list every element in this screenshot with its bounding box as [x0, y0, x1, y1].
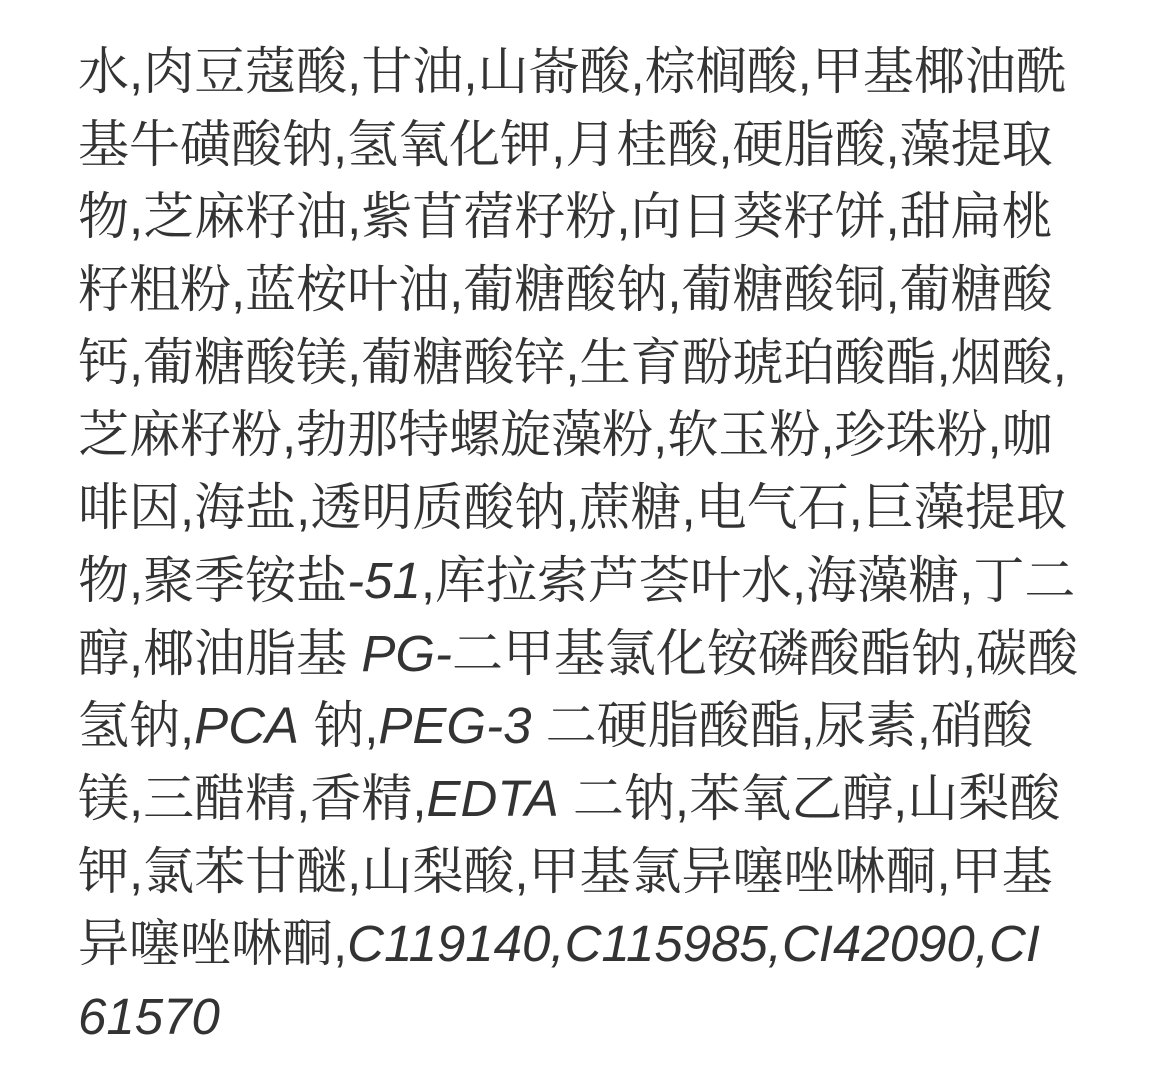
ingredient-line-2 [78, 109, 1170, 182]
ingredient-line-10 [78, 690, 1170, 763]
ingredient-line-13 [78, 908, 1170, 981]
ingredient-code: 61570 [78, 987, 220, 1045]
ingredient-code: PCA [194, 697, 300, 755]
ingredient-code: C119140,C115985,CI42090,CI [347, 915, 1040, 973]
ingredient-line-6 [78, 399, 1170, 472]
ingredient-text: 啡因,海盐,透明质酸钠,蔗糖,电气石,巨藻提取 [78, 479, 1067, 537]
ingredient-line-1 [78, 36, 1170, 109]
ingredient-code: PG- [361, 624, 453, 682]
ingredient-text: 水,肉豆蔻酸,甘油,山嵛酸,棕榈酸,甲基椰油酰 [78, 43, 1067, 100]
ingredient-line-14 [78, 981, 1170, 1054]
ingredient-text: 物,芝麻籽油,紫苜蓿籽粉,向日葵籽饼,甜扁桃 [78, 188, 1053, 246]
ingredient-text: 醇,椰油脂基 [78, 624, 362, 682]
ingredient-line-8 [78, 545, 1170, 618]
ingredient-text: 异噻唑啉酮, [78, 915, 348, 973]
ingredient-code: -51 [347, 551, 421, 609]
ingredient-text: 芝麻籽粉,勃那特螺旋藻粉,软玉粉,珍珠粉,咖 [78, 406, 1053, 464]
ingredient-line-5 [78, 327, 1170, 400]
ingredient-line-12 [78, 836, 1170, 909]
ingredient-text: 钾,氯苯甘醚,山梨酸,甲基氯异噻唑啉酮,甲基 [78, 842, 1053, 900]
ingredient-code: PEG-3 [378, 697, 532, 755]
ingredient-line-11 [78, 763, 1170, 836]
ingredient-text: 钙,葡糖酸镁,葡糖酸锌,生育酚琥珀酸酯,烟酸, [78, 333, 1067, 391]
ingredient-line-4 [78, 254, 1170, 327]
ingredient-text: 钠, [299, 697, 379, 755]
ingredient-line-7 [78, 472, 1170, 545]
ingredient-text: 籽粗粉,蓝桉叶油,葡糖酸钠,葡糖酸铜,葡糖酸 [78, 261, 1053, 319]
ingredient-text: 物,聚季铵盐 [78, 551, 348, 609]
ingredient-code: EDTA [426, 769, 559, 827]
ingredient-line-3 [78, 181, 1170, 254]
ingredient-text: ,库拉索芦荟叶水,海藻糖,丁二 [420, 551, 1076, 609]
ingredient-text: 氢钠, [78, 697, 195, 755]
ingredient-text: 二甲基氯化铵磷酸酯钠,碳酸 [452, 624, 1079, 682]
ingredient-text: 二钠,苯氧乙醇,山梨酸 [558, 769, 1061, 827]
ingredient-text: 基牛磺酸钠,氢氧化钾,月桂酸,硬脂酸,藻提取 [78, 115, 1053, 173]
ingredient-text: 镁,三醋精,香精, [78, 769, 427, 827]
ingredient-line-9 [78, 618, 1170, 691]
ingredient-text: 二硬脂酸酯,尿素,硝酸 [531, 697, 1033, 755]
